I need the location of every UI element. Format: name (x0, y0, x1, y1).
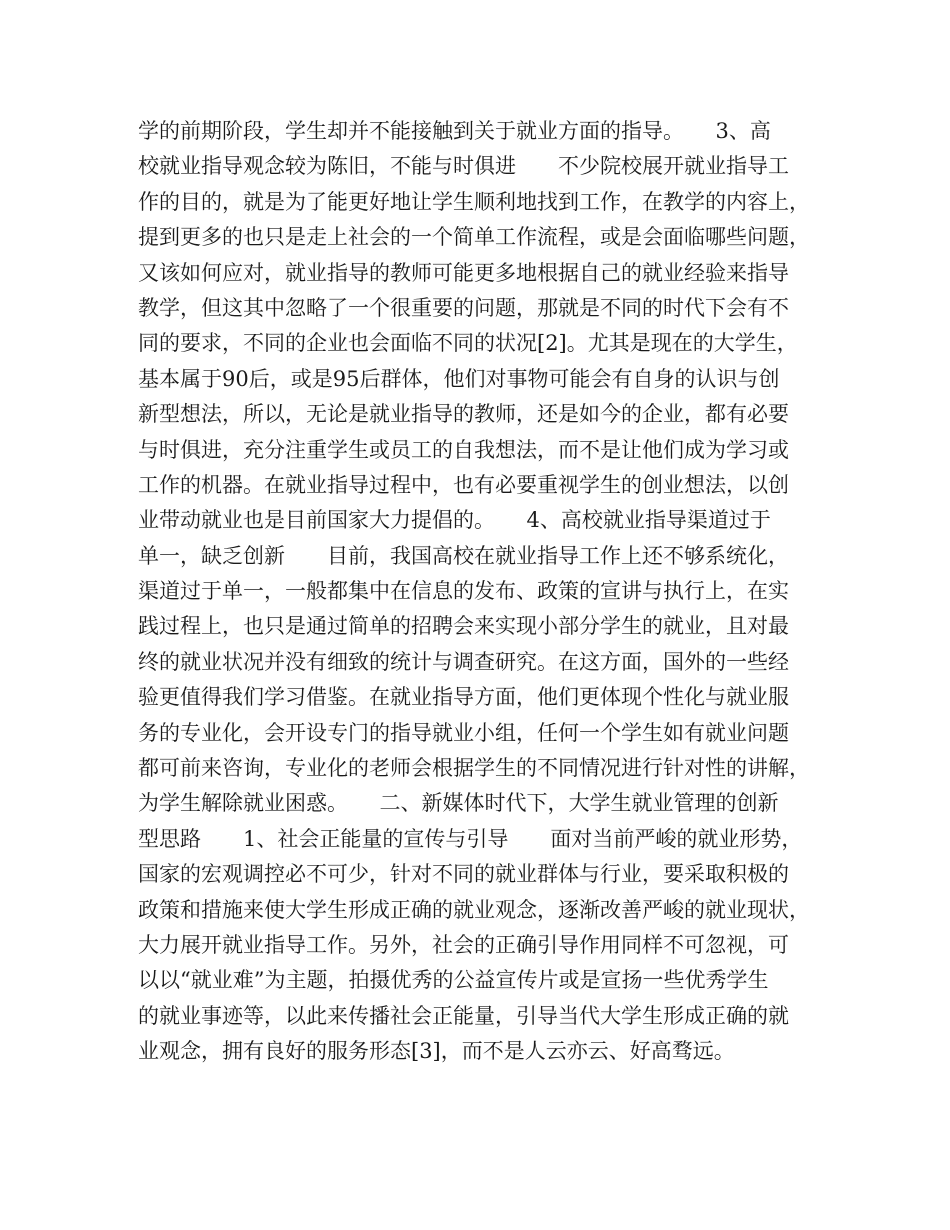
text-line: 国家的宏观调控必不可少，针对不同的就业群体与行业，要采取积极的 (138, 862, 789, 887)
body-paragraph (138, 114, 838, 1070)
text-line: 政策和措施来使大学生形成正确的就业观念，逐渐改善严峻的就业现状， (138, 897, 810, 922)
text-line: 校就业指导观念较为陈旧，不能与时俱进 不少院校展开就业指导工 (138, 154, 789, 179)
text-line: 渠道过于单一，一般都集中在信息的发布、政策的宣讲与执行上，在实 (138, 579, 789, 604)
text-line: 终的就业状况并没有细致的统计与调查研究。在这方面，国外的一些经 (138, 649, 789, 674)
text-line: 作的目的，就是为了能更好地让学生顺利地找到工作，在教学的内容上， (138, 189, 810, 214)
text-line: 工作的机器。在就业指导过程中，也有必要重视学生的创业想法，以创 (138, 472, 789, 497)
text-line: 业观念，拥有良好的服务形态[3]，而不是人云亦云、好高骛远。 (138, 1039, 735, 1064)
text-line: 的就业事迹等，以此来传播社会正能量，引导当代大学生形成正确的就 (138, 1003, 789, 1028)
text-line: 业带动就业也是目前国家大力提倡的。 4、高校就业指导渠道过于 (138, 508, 771, 533)
text-line: 同的要求，不同的企业也会面临不同的状况[2]。尤其是现在的大学生， (138, 331, 798, 356)
text-line: 与时俱进，充分注重学生或员工的自我想法，而不是让他们成为学习或 (138, 437, 789, 462)
text-line: 学的前期阶段，学生却并不能接触到关于就业方面的指导。 3、高 (138, 119, 771, 143)
text-line: 务的专业化，会开设专门的指导就业小组，任何一个学生如有就业问题 (138, 720, 789, 745)
text-line: 新型想法，所以，无论是就业指导的教师，还是如今的企业，都有必要 (138, 402, 789, 427)
text-line: 大力展开就业指导工作。另外，社会的正确引导作用同样不可忽视，可 (138, 932, 789, 957)
text-line: 践过程上，也只是通过简单的招聘会来实现小部分学生的就业，且对最 (138, 614, 789, 639)
text-line: 都可前来咨询，专业化的老师会根据学生的不同情况进行针对性的讲解， (138, 756, 810, 781)
text-line: 验更值得我们学习借鉴。在就业指导方面，他们更体现个性化与就业服 (138, 685, 789, 710)
text-line: 教学，但这其中忽略了一个很重要的问题，那就是不同的时代下会有不 (138, 295, 789, 320)
text-line: 以以“就业难”为主题，拍摄优秀的公益宣传片或是宣扬一些优秀学生 (138, 968, 769, 993)
text-line: 提到更多的也只是走上社会的一个简单工作流程，或是会面临哪些问题， (138, 225, 810, 250)
text-line: 型思路 1、社会正能量的宣传与引导 面对当前严峻的就业形势， (138, 826, 803, 851)
text-line: 单一，缺乏创新 目前，我国高校在就业指导工作上还不够系统化， (138, 543, 789, 568)
text-line: 为学生解除就业困惑。 二、新媒体时代下，大学生就业管理的创新 (138, 791, 779, 816)
text-line: 又该如何应对，就业指导的教师可能更多地根据自己的就业经验来指导 (138, 260, 789, 285)
text-line: 基本属于90后，或是95后群体，他们对事物可能会有自身的认识与创 (138, 366, 780, 391)
